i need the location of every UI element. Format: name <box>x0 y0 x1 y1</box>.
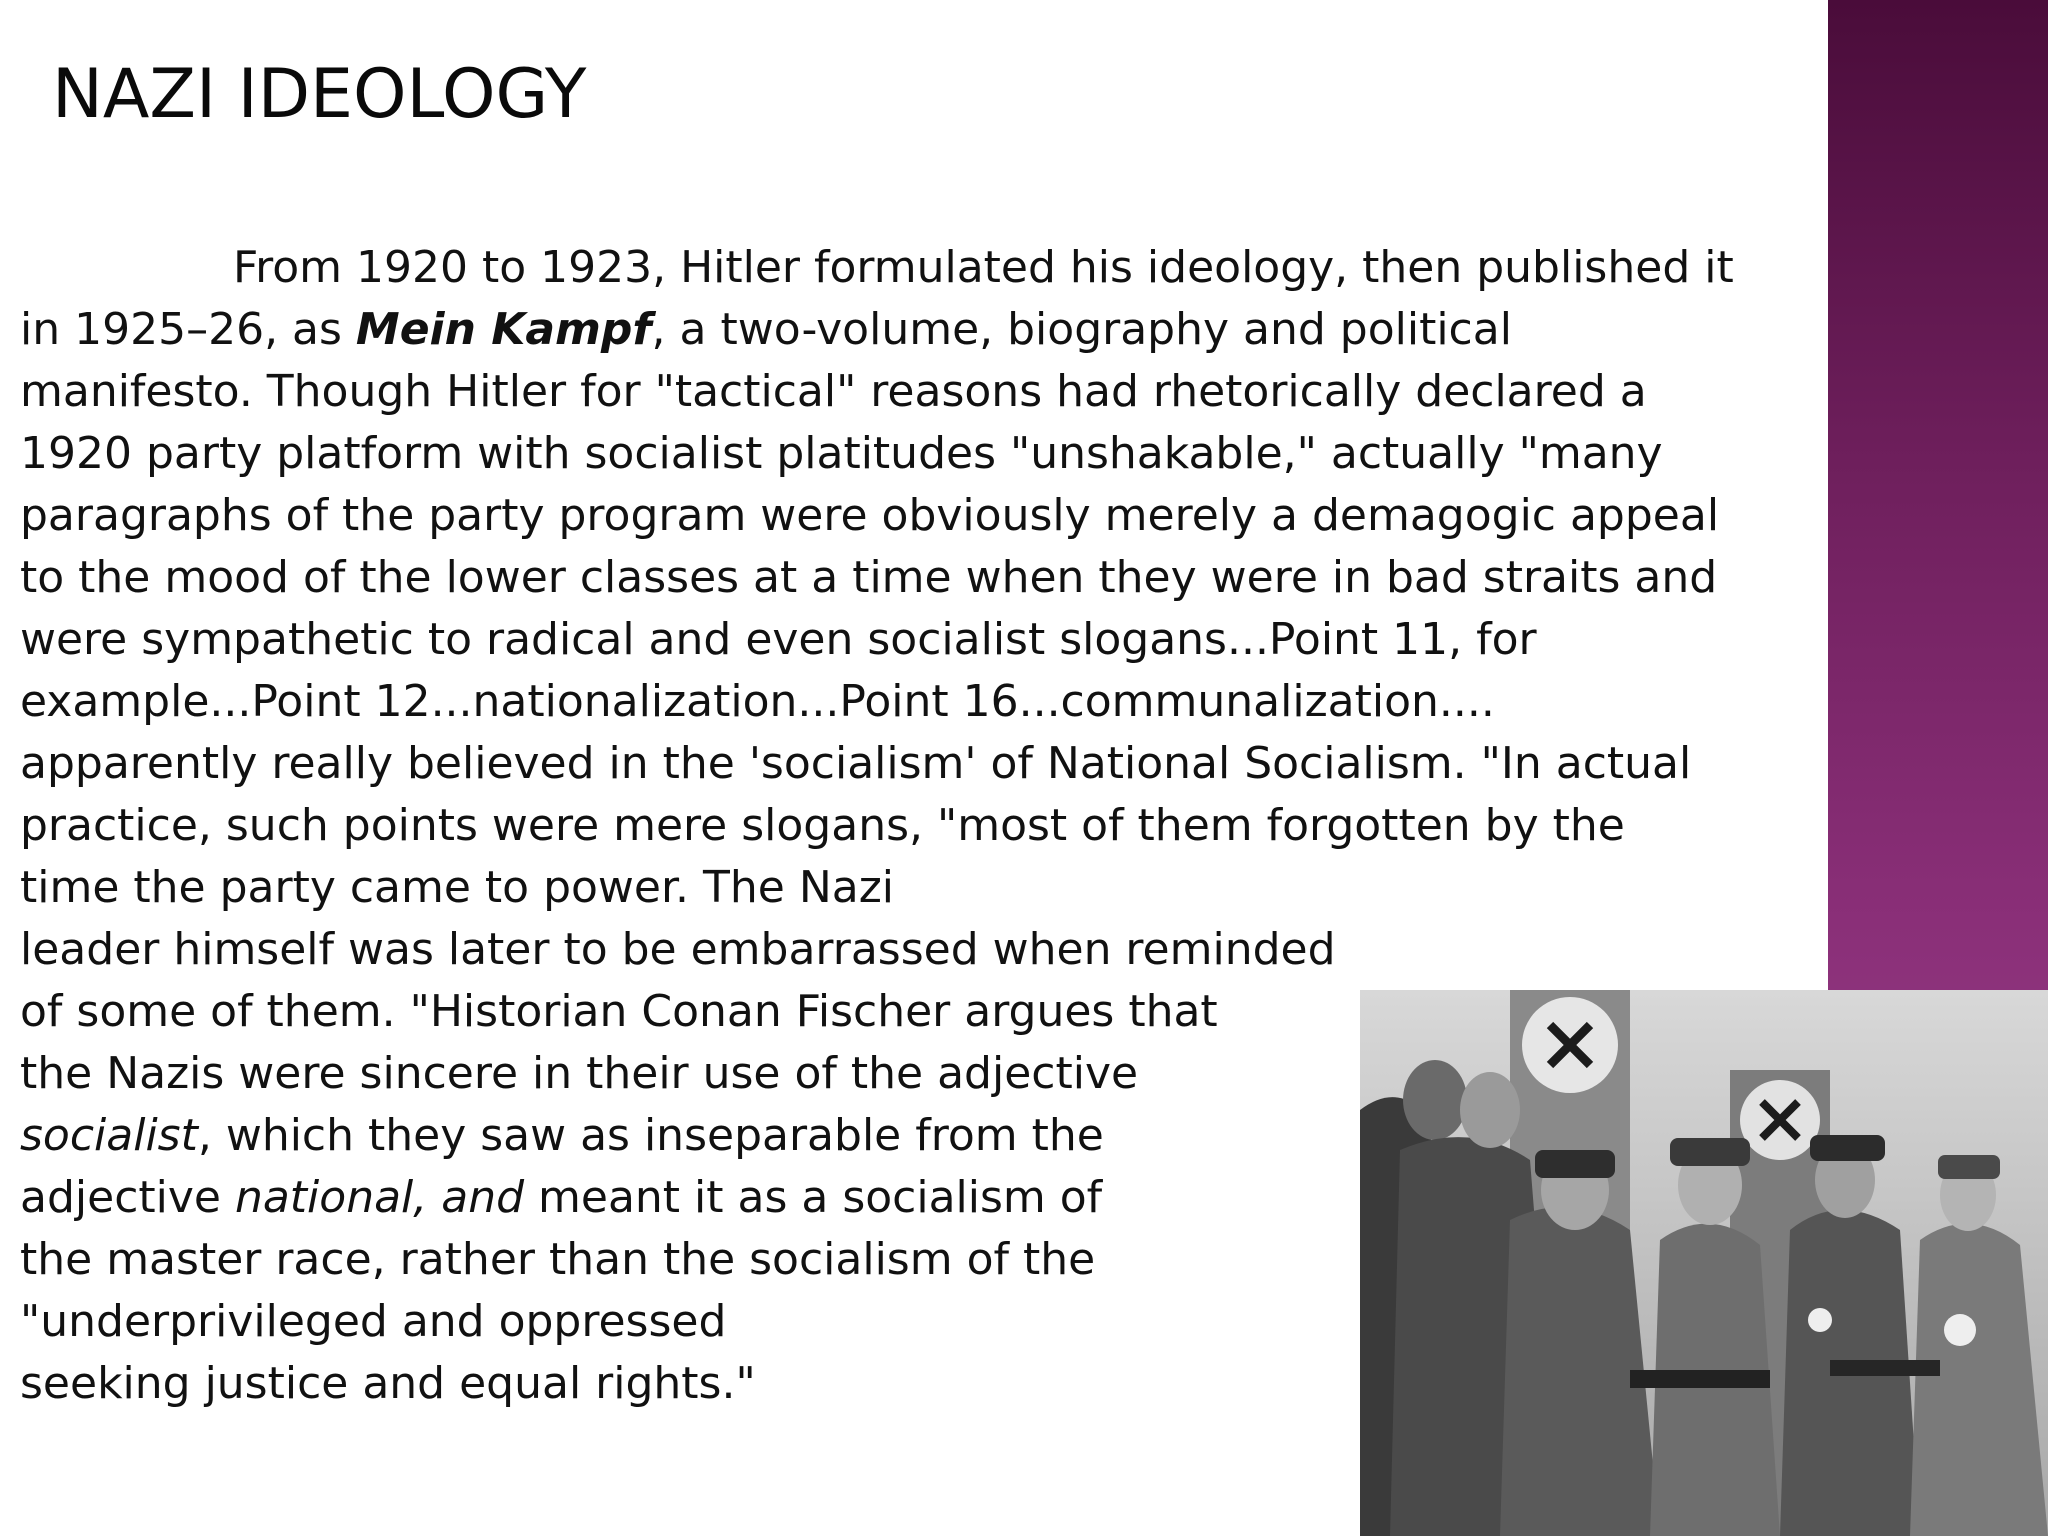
body-line-18: "underprivileged and oppressed <box>20 1296 727 1347</box>
body-line-3: manifesto. Though Hitler for "tactical" reasons had rhetorically declared a <box>20 366 1647 417</box>
body-line-2a: in 1925–26, as <box>20 304 356 355</box>
term-socialist: socialist <box>20 1110 198 1161</box>
body-line-19: seeking justice and equal rights." <box>20 1358 756 1409</box>
body-line-10: practice, such points were mere slogans, "most of them forgotten by the <box>20 800 1625 851</box>
body-line-16 <box>20 1167 1102 1229</box>
body-line-1: From 1920 to 1923, Hitler formulated his ideology, then published it <box>233 242 1734 293</box>
body-line-15b: , which they saw as inseparable from the <box>197 1110 1104 1161</box>
body-line-17: the master race, rather than the socialism of the <box>20 1234 1096 1285</box>
body-line-4: 1920 party platform with socialist platitudes "unshakable," actually "many <box>20 428 1663 479</box>
body-line-9: apparently really believed in the 'socialism' of National Socialism. "In actual <box>20 738 1692 789</box>
historical-photo <box>1360 990 2048 1536</box>
slide-title: NAZI IDEOLOGY <box>52 55 587 134</box>
body-line-7: were sympathetic to radical and even socialist slogans...Point 11, for <box>20 614 1537 665</box>
body-line-14: the Nazis were sincere in their use of the adjective <box>20 1048 1139 1099</box>
book-title-mein-kampf: Mein Kampf <box>355 304 652 355</box>
body-line-12: leader himself was later to be embarrassed when reminded <box>20 924 1336 975</box>
body-line-13: of some of them. "Historian Conan Fischer argues that <box>20 986 1218 1037</box>
body-line-6: to the mood of the lower classes at a time when they were in bad straits and <box>20 552 1718 603</box>
body-line-15 <box>20 1105 1104 1167</box>
body-line-8: example...Point 12...nationalization...Point 16...communalization.... <box>20 676 1495 727</box>
photo-image <box>1360 990 2048 1536</box>
term-national: national, and <box>234 1172 525 1223</box>
body-line-16c: meant it as a socialism of <box>524 1172 1103 1223</box>
body-line-2c: , a two-volume, biography and political <box>651 304 1512 355</box>
body-line-16a: adjective <box>20 1172 235 1223</box>
body-line-2 <box>20 299 1512 361</box>
body-line-11: time the party came to power. The Nazi <box>20 862 895 913</box>
body-line-5: paragraphs of the party program were obviously merely a demagogic appeal <box>20 490 1720 541</box>
